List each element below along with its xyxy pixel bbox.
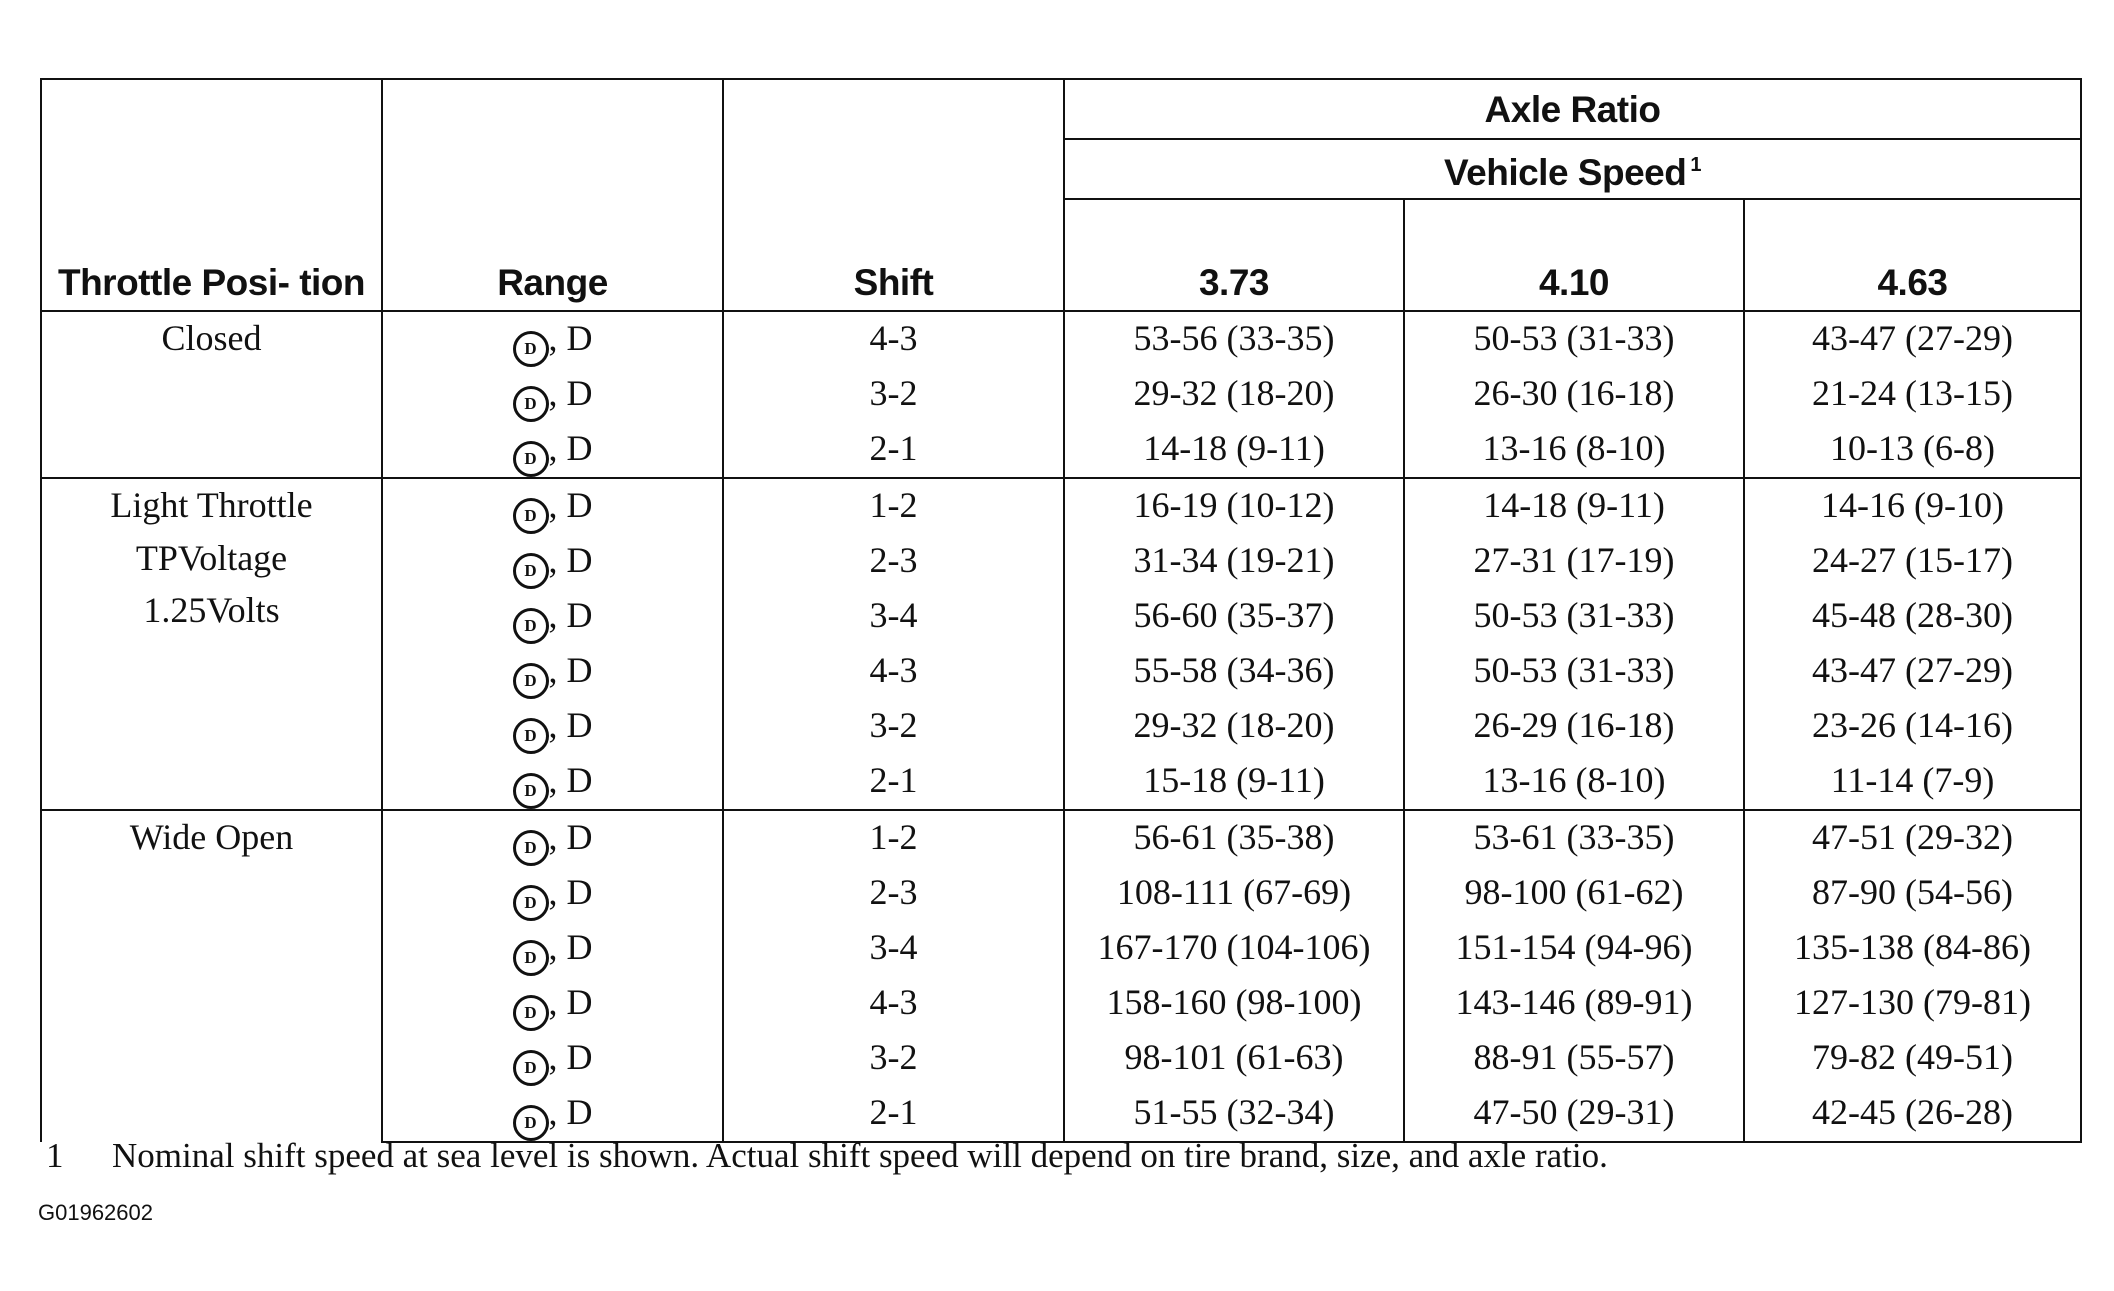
header-range: Range [382, 79, 723, 311]
throttle-position-label: 1.25Volts [143, 590, 280, 630]
shift-cell: 2-3 [723, 534, 1064, 589]
throttle-position-label: Light Throttle [110, 485, 313, 525]
table-body [41, 311, 2081, 1142]
circled-d-icon: D [513, 995, 549, 1031]
header-shift: Shift [723, 79, 1064, 311]
table-row [41, 311, 2081, 367]
speed-cell: 29-32 (18-20) [1064, 367, 1404, 422]
range-cell [382, 921, 723, 976]
range-cell [382, 422, 723, 478]
speed-cell: 14-18 (9-11) [1064, 422, 1404, 478]
shift-cell: 3-2 [723, 1031, 1064, 1086]
circled-d-icon: D [513, 386, 549, 422]
range-cell [382, 311, 723, 367]
table-row [41, 810, 2081, 866]
speed-cell: 55-58 (34-36) [1064, 644, 1404, 699]
range-cell [382, 976, 723, 1031]
speed-cell: 45-48 (28-30) [1744, 589, 2081, 644]
shift-cell: 4-3 [723, 976, 1064, 1031]
circled-d-icon: D [513, 773, 549, 809]
shift-cell: 1-2 [723, 810, 1064, 866]
speed-cell: 47-51 (29-32) [1744, 810, 2081, 866]
header-ratio-1: 3.73 [1064, 199, 1404, 311]
range-label: , D [548, 485, 593, 525]
speed-cell: 47-50 (29-31) [1404, 1086, 1744, 1142]
range-label: , D [548, 760, 593, 800]
speed-cell: 14-16 (9-10) [1744, 478, 2081, 534]
footnote-text: Nominal shift speed at sea level is shown. Actual shift speed will depend on tire brand, size, and axle ratio. [112, 1136, 1608, 1175]
shift-cell: 3-4 [723, 589, 1064, 644]
vehicle-speed-label: Vehicle Speed [1444, 152, 1687, 193]
speed-cell: 29-32 (18-20) [1064, 699, 1404, 754]
shift-cell: 3-4 [723, 921, 1064, 976]
range-cell [382, 699, 723, 754]
speed-cell: 135-138 (84-86) [1744, 921, 2081, 976]
speed-cell: 56-60 (35-37) [1064, 589, 1404, 644]
speed-cell: 98-100 (61-62) [1404, 866, 1744, 921]
range-label: , D [548, 373, 593, 413]
shift-cell: 2-1 [723, 754, 1064, 810]
shift-cell: 2-1 [723, 1086, 1064, 1142]
speed-cell: 98-101 (61-63) [1064, 1031, 1404, 1086]
speed-cell: 167-170 (104-106) [1064, 921, 1404, 976]
speed-cell: 79-82 (49-51) [1744, 1031, 2081, 1086]
circled-d-icon: D [513, 663, 549, 699]
range-cell [382, 589, 723, 644]
range-label: , D [548, 595, 593, 635]
speed-cell: 13-16 (8-10) [1404, 422, 1744, 478]
header-axle-ratio: Axle Ratio [1064, 79, 2081, 139]
speed-cell: 151-154 (94-96) [1404, 921, 1744, 976]
range-label: , D [548, 1092, 593, 1132]
speed-cell: 87-90 (54-56) [1744, 866, 2081, 921]
range-label: , D [548, 540, 593, 580]
range-label: , D [548, 318, 593, 358]
circled-d-icon: D [513, 608, 549, 644]
shift-cell: 3-2 [723, 699, 1064, 754]
range-cell [382, 478, 723, 534]
speed-cell: 21-24 (13-15) [1744, 367, 2081, 422]
speed-cell: 42-45 (26-28) [1744, 1086, 2081, 1142]
throttle-position-cell [41, 478, 382, 810]
footnote-ref: 1 [1690, 154, 1701, 176]
speed-cell: 143-146 (89-91) [1404, 976, 1744, 1031]
figure-id: G01962602 [38, 1200, 153, 1225]
throttle-position-cell [41, 810, 382, 1142]
header-ratio-2: 4.10 [1404, 199, 1744, 311]
shift-cell: 3-2 [723, 367, 1064, 422]
speed-cell: 15-18 (9-11) [1064, 754, 1404, 810]
speed-cell: 53-56 (33-35) [1064, 311, 1404, 367]
speed-cell: 108-111 (67-69) [1064, 866, 1404, 921]
range-cell [382, 1086, 723, 1142]
throttle-position-cell [41, 311, 382, 478]
range-cell [382, 534, 723, 589]
speed-cell: 27-31 (17-19) [1404, 534, 1744, 589]
speed-cell: 53-61 (33-35) [1404, 810, 1744, 866]
speed-cell: 10-13 (6-8) [1744, 422, 2081, 478]
speed-cell: 26-30 (16-18) [1404, 367, 1744, 422]
speed-cell: 50-53 (31-33) [1404, 589, 1744, 644]
circled-d-icon: D [513, 1105, 549, 1141]
range-cell [382, 754, 723, 810]
circled-d-icon: D [513, 331, 549, 367]
circled-d-icon: D [513, 1050, 549, 1086]
table-row [41, 478, 2081, 534]
throttle-position-label: Closed [161, 318, 262, 358]
range-cell [382, 644, 723, 699]
header-throttle-position: Throttle Posi- tion [41, 79, 382, 311]
circled-d-icon: D [513, 441, 549, 477]
range-label: , D [548, 817, 593, 857]
shift-speed-table [40, 78, 2082, 1143]
range-cell [382, 1031, 723, 1086]
speed-cell: 16-19 (10-12) [1064, 478, 1404, 534]
speed-cell: 11-14 (7-9) [1744, 754, 2081, 810]
circled-d-icon: D [513, 553, 549, 589]
speed-cell: 43-47 (27-29) [1744, 644, 2081, 699]
speed-cell: 127-130 (79-81) [1744, 976, 2081, 1031]
speed-cell: 31-34 (19-21) [1064, 534, 1404, 589]
throttle-position-label: TPVoltage [135, 537, 288, 578]
footnote-number: 1 [46, 1136, 64, 1175]
range-cell [382, 367, 723, 422]
range-label: , D [548, 982, 593, 1022]
footnote [46, 1136, 1608, 1176]
speed-cell: 26-29 (16-18) [1404, 699, 1744, 754]
speed-cell: 158-160 (98-100) [1064, 976, 1404, 1031]
speed-cell: 56-61 (35-38) [1064, 810, 1404, 866]
circled-d-icon: D [513, 830, 549, 866]
speed-cell: 13-16 (8-10) [1404, 754, 1744, 810]
shift-cell: 1-2 [723, 478, 1064, 534]
range-label: , D [548, 705, 593, 745]
range-label: , D [548, 1037, 593, 1077]
shift-cell: 4-3 [723, 644, 1064, 699]
speed-cell: 14-18 (9-11) [1404, 478, 1744, 534]
speed-cell: 24-27 (15-17) [1744, 534, 2081, 589]
throttle-position-label: Wide Open [129, 817, 294, 857]
speed-cell: 88-91 (55-57) [1404, 1031, 1744, 1086]
circled-d-icon: D [513, 498, 549, 534]
circled-d-icon: D [513, 718, 549, 754]
speed-cell: 23-26 (14-16) [1744, 699, 2081, 754]
range-label: , D [548, 927, 593, 967]
range-label: , D [548, 872, 593, 912]
speed-cell: 43-47 (27-29) [1744, 311, 2081, 367]
shift-cell: 4-3 [723, 311, 1064, 367]
shift-cell: 2-1 [723, 422, 1064, 478]
header-ratio-3: 4.63 [1744, 199, 2081, 311]
range-cell [382, 810, 723, 866]
shift-cell: 2-3 [723, 866, 1064, 921]
speed-cell: 51-55 (32-34) [1064, 1086, 1404, 1142]
range-cell [382, 866, 723, 921]
circled-d-icon: D [513, 885, 549, 921]
header-vehicle-speed [1064, 139, 2081, 199]
speed-cell: 50-53 (31-33) [1404, 311, 1744, 367]
circled-d-icon: D [513, 940, 549, 976]
range-label: , D [548, 650, 593, 690]
range-label: , D [548, 428, 593, 468]
speed-cell: 50-53 (31-33) [1404, 644, 1744, 699]
